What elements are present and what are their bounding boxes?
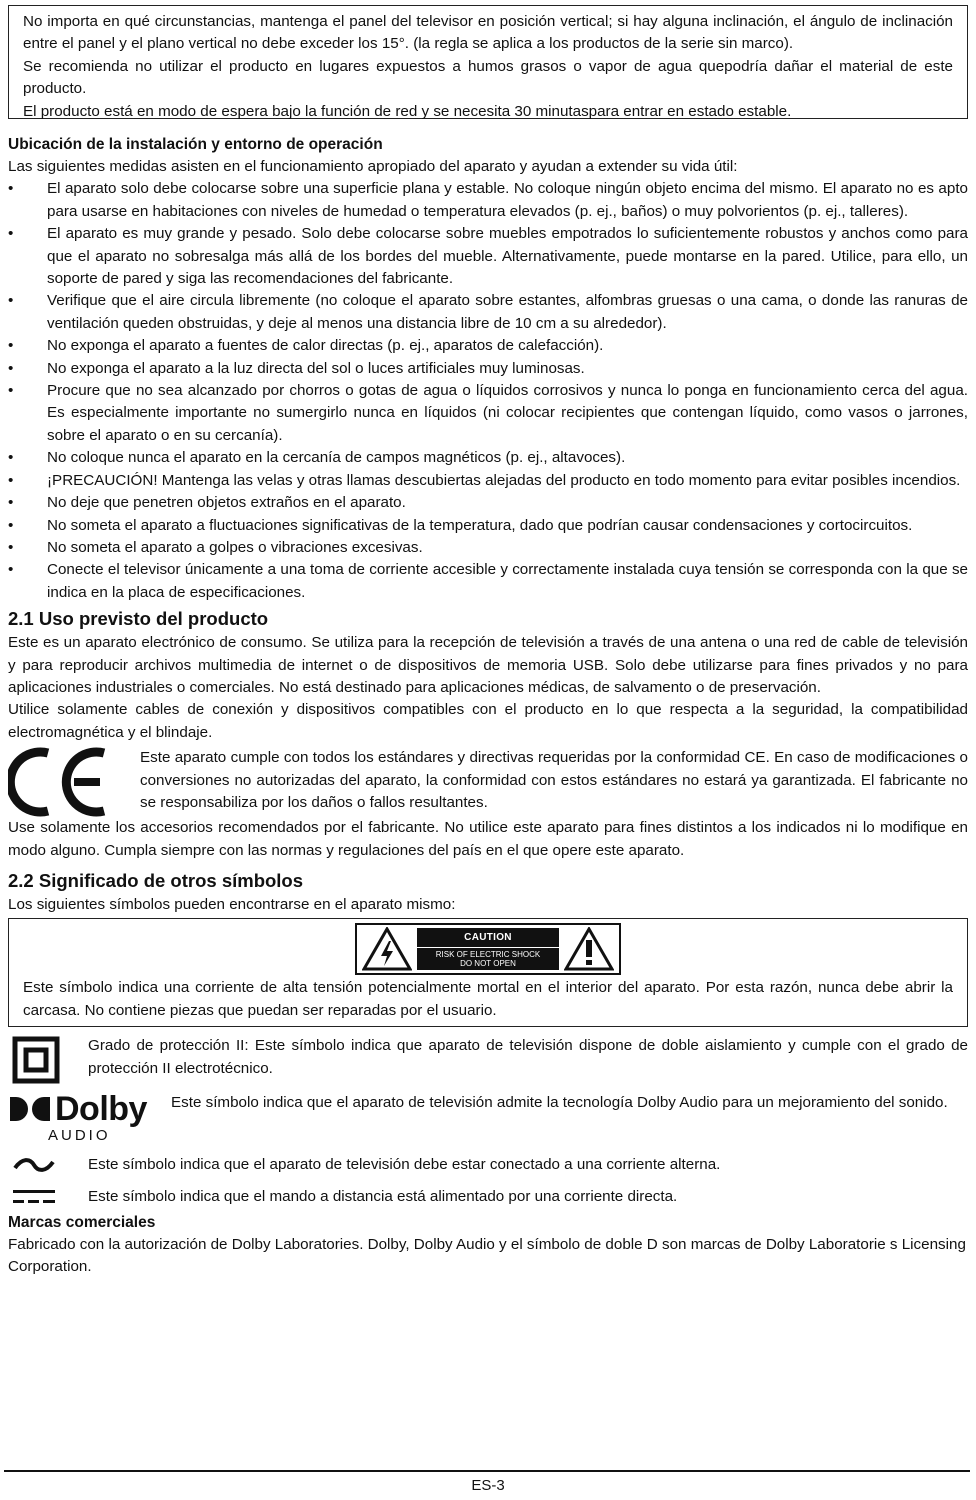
ce-conformity-row: [8, 747, 968, 817]
caution-label: [355, 923, 621, 975]
class2-text: Grado de protección II: Este símbolo indica que aparato de televisión dispone de doble aislamiento y cumple con el grado de protección II electrotécnico.: [88, 1037, 968, 1077]
section-21-paragraph: Este es un aparato electrónico de consumo. Se utiliza para la recepción de televisión a través de una antena o una red de cable de televisión y para reproducir archivos multimedia de internet o de dispositivos de memoria USB. Solo debe utilizarse para fines privados y no para aplicaciones industriales o comerciales. No está destinado para aplicaciones médicas, de salvamento o de preservación.: [8, 634, 968, 696]
ac-row: [8, 1154, 968, 1176]
location-intro: Las siguientes medidas asisten en el funcionamiento apropiado del aparato y ayudan a extender su vida útil:: [8, 158, 738, 175]
dc-text: Este símbolo indica que el mando a distancia está alimentado por una corriente directa.: [88, 1187, 678, 1205]
section-21-paragraph: Use solamente los accesorios recomendados por el fabricante. No utilice este aparato para fines distintos a los indicados ni lo modifique en modo alguno. Cumpla siempre con las normas y regulaciones del país en el que opere este aparato.: [8, 819, 968, 859]
bullet-icon: •: [8, 337, 14, 355]
direct-current-icon: [8, 1186, 88, 1208]
bullet-icon: •: [8, 538, 14, 556]
alternating-current-icon: [8, 1154, 88, 1176]
caution-title: CAUTION: [464, 932, 512, 944]
caution-line: DO NOT OPEN: [460, 959, 516, 969]
warning-box: [8, 5, 968, 119]
bullet-icon: •: [8, 359, 14, 377]
class2-row: [8, 1035, 968, 1084]
bullet-icon: •: [8, 292, 14, 310]
bullet-icon: •: [8, 382, 14, 400]
trademarks-text: Fabricado con la autorización de Dolby Laboratories. Dolby, Dolby Audio y el símbolo de doble D son marcas de Dolby Laboratorie s Licensing Corporation.: [8, 1236, 966, 1276]
ce-text: Este aparato cumple con todos los estándares y directivas requeridas por la conformidad CE. En caso de modificaciones o conversiones no autorizadas del aparato, la conformidad con estos estándares no estará ya garantizada. El fabricante no se responsabiliza por los daños o fallos resultantes.: [140, 749, 968, 811]
dolby-double-d-icon: [8, 1094, 52, 1124]
footer-divider: [4, 1470, 970, 1472]
list-item: • El aparato es muy grande y pesado. Solo debe colocarse sobre muebles empotrados lo suficientemente robustos y anchos como para que el aparato no sobresalga más allá de los bordes del mueble. Alternativamente, puede montarse en la pared. Utilice, para ello, un soporte de pared y siga las recomendaciones del fabricante.: [8, 225, 968, 288]
list-item: • Conecte el televisor únicamente a una toma de corriente accesible y correctamente instalada cuya tensión se corresponda con la que se indica en la placa de especificaciones.: [8, 561, 968, 601]
dolby-row: [8, 1092, 968, 1144]
section-21-heading: 2.1 Uso previsto del producto: [8, 608, 269, 630]
dolby-text: Este símbolo indica que el aparato de televisión admite la tecnología Dolby Audio para un mejoramiento del sonido.: [171, 1094, 948, 1112]
dolby-audio-logo: [8, 1092, 171, 1144]
location-heading: Ubicación de la instalación y entorno de operación: [8, 136, 383, 153]
location-list: [8, 178, 968, 604]
dolby-wordmark: Dolby: [55, 1090, 147, 1129]
manual-page: [8, 0, 968, 1279]
warning-paragraph: El producto está en modo de espera bajo la función de red y se necesita 30 minutaspara entrar en estado estable.: [23, 102, 792, 120]
list-item: • No deje que penetren objetos extraños en el aparato.: [8, 492, 968, 514]
list-item: • No coloque nunca el aparato en la cercanía de campos magnéticos (p. ej., altavoces).: [8, 447, 968, 469]
bullet-icon: •: [8, 180, 14, 198]
section-22-heading: 2.2 Significado de otros símbolos: [8, 869, 304, 891]
bullet-icon: •: [8, 471, 14, 489]
page-number: ES-3: [471, 1477, 505, 1494]
caution-box: [8, 918, 968, 1027]
list-item: • No exponga el aparato a la luz directa del sol o luces artificiales muy luminosas.: [8, 358, 968, 380]
list-item: • Procure que no sea alcanzado por chorros o gotas de agua o líquidos corrosivos y nunca lo ponga en funcionamiento cerca del agua. Es especialmente importante no sumergirlo nunca en líquidos (ni colocar recipientes que contengan líquido, como vasos o jarrones, sobre el aparato o en su cercanía).: [8, 382, 968, 444]
bullet-icon: •: [8, 561, 14, 579]
ac-text: Este símbolo indica que el aparato de televisión debe estar conectado a una corriente alterna.: [88, 1156, 721, 1174]
list-item: • No someta el aparato a fluctuaciones significativas de la temperatura, dado que podrían causar condensaciones y cortocircuitos.: [8, 515, 968, 537]
dolby-audio-label: AUDIO: [48, 1127, 111, 1145]
list-item: • No someta el aparato a golpes o vibraciones excesivas.: [8, 537, 968, 559]
section-22-intro: Los siguientes símbolos pueden encontrarse en el aparato mismo:: [8, 895, 456, 913]
bullet-icon: •: [8, 225, 14, 243]
warning-paragraph: Se recomienda no utilizar el producto en lugares expuestos a humos grasos o vapor de agua quepodría dañar el material de este producto.: [23, 57, 953, 98]
exclamation-warning-icon: [559, 925, 619, 973]
lightning-warning-icon: [357, 925, 417, 973]
list-item: • Verifique que el aire circula libremente (no coloque el aparato sobre estantes, alfombras gruesas o una cama, o donde las ranuras de ventilación queden obstruidas, y deje al menos una distancia libre de 10 cm a su alrededor).: [8, 292, 968, 332]
double-insulation-icon: [8, 1035, 88, 1084]
list-item: • No exponga el aparato a fuentes de calor directas (p. ej., aparatos de calefacción).: [8, 335, 968, 357]
bullet-icon: •: [8, 449, 14, 467]
dc-row: [8, 1186, 968, 1208]
bullet-icon: •: [8, 516, 14, 534]
caution-line: RISK OF ELECTRIC SHOCK: [435, 950, 541, 960]
list-item: • ¡PRECAUCIÓN! Mantenga las velas y otras llamas descubiertas alejadas del producto en todo momento para evitar posibles incendios.: [8, 470, 968, 492]
section-21-paragraph: Utilice solamente cables de conexión y dispositivos compatibles con el producto en lo que respecta a la seguridad, la compatibilidad electromagnética y el blindaje.: [8, 701, 968, 741]
list-item: • El aparato solo debe colocarse sobre una superficie plana y estable. No coloque ningún objeto encima del mismo. El aparato no es apto para usarse en habitaciones con niveles de humedad o temperatura elevados (p. ej., baños) o muy polvorientos (p. ej., talleres).: [8, 180, 968, 220]
ce-mark-icon: [8, 747, 140, 817]
caution-text: Este símbolo indica una corriente de alta tensión potencialmente mortal en el interior del aparato. Por esta razón, nunca debe abrir la carcasa. No contiene piezas que puedan ser reparadas por el usuario.: [23, 979, 953, 1019]
trademarks-heading: Marcas comerciales: [8, 1214, 156, 1231]
bullet-icon: •: [8, 494, 14, 512]
warning-paragraph: No importa en qué circunstancias, mantenga el panel del televisor en posición vertical; si hay alguna inclinación, el ángulo de inclinación entre el panel y el plano vertical no debe exceder los 15°. (la regla se aplica a los productos de la serie sin marco).: [23, 13, 953, 53]
